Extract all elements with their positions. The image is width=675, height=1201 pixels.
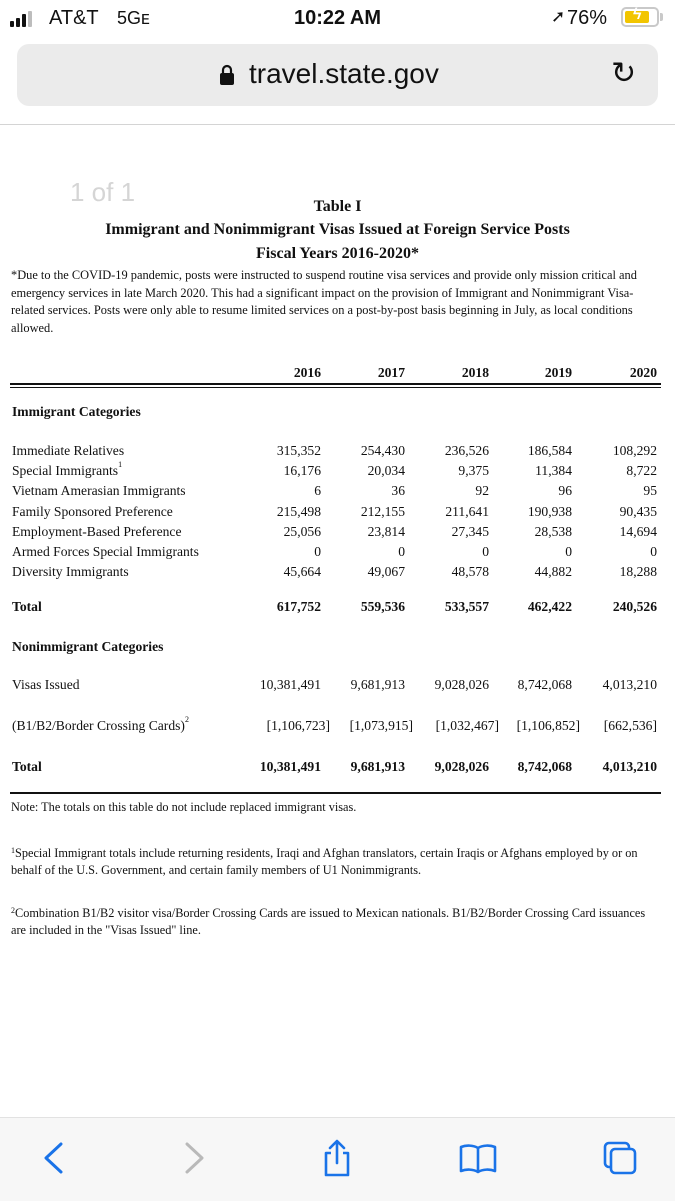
table-row [0,524,675,544]
year-header: 2016 [293,365,321,380]
covid-note: *Due to the COVID-19 pandemic, posts were instructed to suspend routine visa services and provide only mission critical and emergency services in late March 2020. This had a significant impact on the provision of Immigrant and Nonimmigrant Visa-related services. Posts were only able to resume limited services on a post-by-post basis beginning in July, as local conditions allowed. [11,268,637,335]
cell: 36 [391,483,405,499]
cell: [1,073,915] [349,718,413,733]
nonimmigrant-heading-row [0,639,675,659]
browser-toolbar [0,1117,675,1201]
page-indicator: 1 of 1 [70,177,136,207]
row-label: Diversity Immigrants [12,564,129,580]
pdf-document [0,125,675,1117]
table-row [0,483,675,503]
cell: 254,430 [360,443,405,458]
table-row [0,564,675,584]
cell: 18,288 [619,564,657,580]
cell: 617,752 [276,599,321,614]
cell: 0 [482,544,489,559]
cell: 10,381,491 [259,759,321,774]
row-label: Total [12,599,42,614]
cell: 45,664 [283,564,321,580]
cell: 236,526 [444,443,489,458]
status-bar [0,0,675,40]
cell: 14,694 [619,523,657,539]
cell: 211,641 [445,503,489,519]
row-label: Visas Issued [12,677,80,692]
year-header: 2020 [629,365,657,380]
cell: 11,384 [535,463,572,479]
cell: 190,938 [527,503,572,519]
row-label: Family Sponsored Preference [12,503,173,519]
cell: [1,106,852] [516,718,580,733]
cell: 215,498 [276,503,321,519]
reload-icon[interactable]: ↻ [611,57,637,90]
nonimmigrant-heading: Nonimmigrant Categories [12,639,164,654]
lock-icon [219,64,235,86]
battery-percent: 76% [567,7,608,29]
cell: 8,742,068 [517,677,572,692]
cell: 9,681,913 [350,677,405,692]
row-label: Immediate Relatives [12,443,125,458]
bookmarks-icon[interactable] [458,1138,498,1178]
year-header: 2018 [461,365,489,380]
address-bar[interactable] [17,44,658,106]
cell: [1,032,467] [435,718,499,733]
immigrant-heading-row [0,404,675,424]
footnote-2: $^2$Combination B1/B2 visitor visa/Border Crossing Cards are issued to Mexican nationals. B1/B2/Border Crossing Card issuances are included in the "Visas Issued" line. [11,906,646,937]
url-text[interactable]: travel.state.gov [249,58,439,89]
row-label: Employment-Based Preference [12,523,182,539]
cell: 16,176 [283,463,321,479]
cell: 4,013,210 [602,759,657,774]
cell: 49,067 [367,564,405,580]
year-header: 2017 [377,365,405,380]
cell: 6 [314,483,321,499]
cell: 9,028,026 [434,759,489,774]
cell: 48,578 [451,564,489,580]
location-arrow-icon: ➚ [551,7,566,26]
table-title: Table I [313,198,362,215]
cell: [662,536] [603,718,657,733]
back-icon[interactable] [34,1138,74,1178]
table-fiscal-years: Fiscal Years 2016-2020* [256,245,419,262]
row-label: Vietnam Amerasian Immigrants [12,483,186,499]
share-icon[interactable] [317,1138,357,1178]
cell: 90,435 [619,503,657,519]
nonimmigrant-total-row [0,759,675,779]
cell: 95 [643,483,657,499]
tabs-icon[interactable] [600,1138,640,1178]
table-row [0,460,675,483]
cell: 212,155 [360,503,405,519]
cell: 8,722 [626,463,657,479]
visas-issued-row [0,677,675,697]
cell: 25,056 [283,523,321,539]
cell: 0 [650,544,657,559]
immigrant-total-row [0,599,675,619]
cell: 186,584 [527,443,572,458]
table-row [0,504,675,524]
table-subtitle: Immigrant and Nonimmigrant Visas Issued at Foreign Service Posts [105,221,570,238]
battery-tip [660,13,663,21]
header-underline [10,387,661,388]
row-label: (B1/B2/Border Crossing Cards)$^2$ [12,715,189,733]
table-bottom-rule [10,792,661,794]
cell: 315,352 [276,443,321,458]
cell: 0 [565,544,572,559]
table-row [0,443,675,463]
cell: 28,538 [534,523,572,539]
cell: 0 [314,544,321,559]
cell: 20,034 [367,463,405,479]
table-row [0,544,675,564]
cell: 240,526 [612,599,657,614]
network-type: 5Gᴇ [117,8,150,28]
cell: 10,381,491 [259,677,321,692]
cell: 533,557 [444,599,489,614]
clock: 10:22 AM [293,7,382,29]
year-header: 2019 [544,365,572,380]
cell: 92 [475,483,489,499]
forward-icon[interactable] [174,1138,214,1178]
immigrant-heading: Immigrant Categories [12,404,141,419]
row-label: Armed Forces Special Immigrants [12,544,199,559]
row-label: Special Immigrants$^1$ [12,460,123,479]
footnote-1: $^1$Special Immigrant totals include returning residents, Iraqi and Afghan translators, certain Iraqis or Afghans employed by or on behalf of the U.S. Government, and certain family members of U1 Nonimmigrants. [11,846,638,877]
cell: 23,814 [367,523,405,539]
cell: 0 [398,544,405,559]
cell: 9,028,026 [434,677,489,692]
cell: 44,882 [534,564,572,580]
cell: 96 [558,483,572,499]
cell: 462,422 [527,599,572,614]
cell: [1,106,723] [266,718,330,733]
year-header-row [0,365,675,385]
cell: 9,681,913 [350,759,405,774]
battery-charging-icon: ϟ [621,7,659,27]
row-label: Total [12,759,42,774]
cell: 27,345 [451,523,489,539]
border-cards-row [0,715,675,738]
totals-note: Note: The totals on this table do not include replaced immigrant visas. [11,800,357,814]
cell: 559,536 [360,599,405,614]
carrier-name: AT&T [49,7,99,29]
cell: 8,742,068 [517,759,572,774]
cell: 9,375 [458,463,489,479]
cell: 108,292 [612,443,657,458]
cell: 4,013,210 [602,677,657,692]
